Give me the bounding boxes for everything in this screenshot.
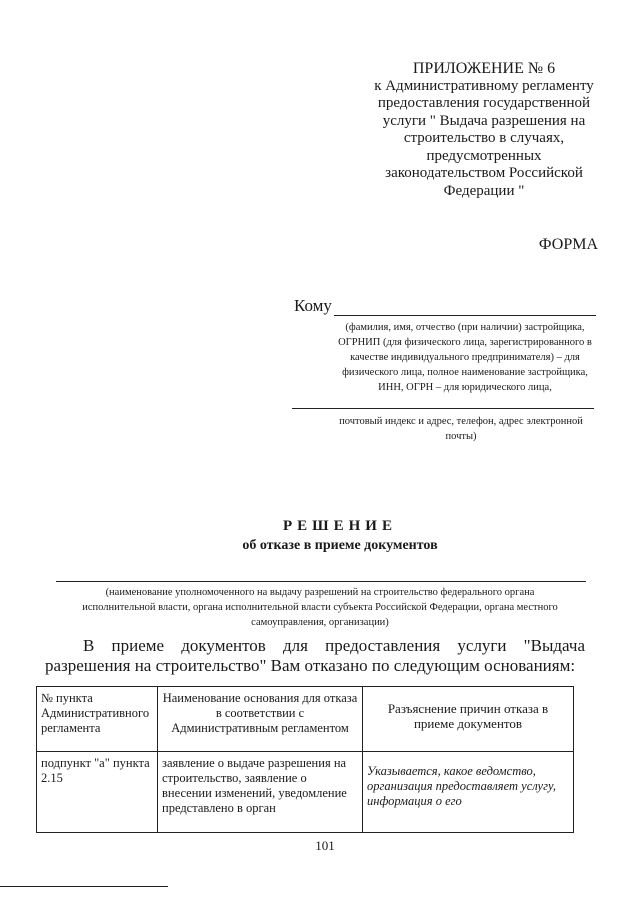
header-cell: Разъяснение причин отказа в приеме документов — [363, 687, 574, 752]
reason-cell: заявление о выдаче разрешения на строительство, заявление о внесении изменений, уведомление представлено в орган — [158, 752, 363, 833]
appendix-line: предусмотренных — [426, 147, 542, 164]
hint-line: самоуправления, организации) — [251, 617, 389, 628]
hint-line: исполнительной власти, органа исполнительной власти субъекта Российской Федерации, органа местного — [82, 602, 558, 613]
header-cell: № пункта Административного регламента — [37, 687, 158, 752]
recipient-label: Кому — [294, 296, 332, 315]
appendix-line: Федерации " — [443, 182, 525, 199]
page-number: 101 — [315, 838, 335, 853]
appendix-line: строительство в случаях, — [403, 130, 565, 146]
appendix-line: предоставления государственной — [377, 95, 591, 111]
hint-line: (фамилия, имя, отчество (при наличии) застройщика, — [345, 322, 585, 333]
hint-line: качестве индивидуального предпринимателя) – для — [350, 352, 580, 363]
header-cell: Наименование основания для отказа в соответствии с Административным регламентом — [158, 687, 363, 752]
authority-hint — [40, 585, 600, 630]
appendix-title: ПРИЛОЖЕНИЕ № 6 — [412, 60, 556, 77]
hint-line: ИНН, ОГРН – для юридического лица, — [378, 382, 552, 393]
appendix-header — [360, 60, 608, 200]
appendix-line: законодательством Российской — [385, 165, 583, 181]
recipient-line — [334, 315, 596, 316]
footnote-rule — [0, 886, 168, 887]
hint-line: ОГРНИП (для физического лица, зарегистрированного в — [338, 337, 592, 348]
hint-line: почты) — [445, 431, 477, 442]
decision-title: РЕШЕНИЕ — [283, 518, 397, 534]
item-cell: подпункт "а" пункта 2.15 — [37, 752, 158, 833]
address-hint — [318, 414, 604, 444]
appendix-line: к Административному регламенту — [374, 77, 594, 94]
hint-line: почтовый индекс и адрес, телефон, адрес электронной — [339, 416, 583, 427]
explanation-cell: Указывается, какое ведомство, организация предоставляет услугу, информация о его — [363, 752, 574, 833]
authority-line — [56, 581, 586, 582]
table-header-row — [37, 687, 574, 752]
form-label: ФОРМА — [538, 236, 598, 253]
address-line — [292, 408, 594, 409]
hint-line: (наименование уполномоченного на выдачу разрешений на строительство федерального органа — [105, 587, 535, 598]
table-row — [37, 752, 574, 833]
decision-subtitle: об отказе в приеме документов — [242, 538, 438, 553]
grounds-table — [36, 686, 574, 833]
hint-line: физического лица, полное наименование застройщика, — [342, 367, 588, 378]
body-paragraph: В приеме документов для предоставления услуги "Выдача разрешения на строительство" Вам отказано по следующим основаниям: — [45, 636, 585, 675]
recipient-hint — [320, 320, 610, 395]
appendix-line: услуги " Выдача разрешения на — [382, 112, 586, 129]
